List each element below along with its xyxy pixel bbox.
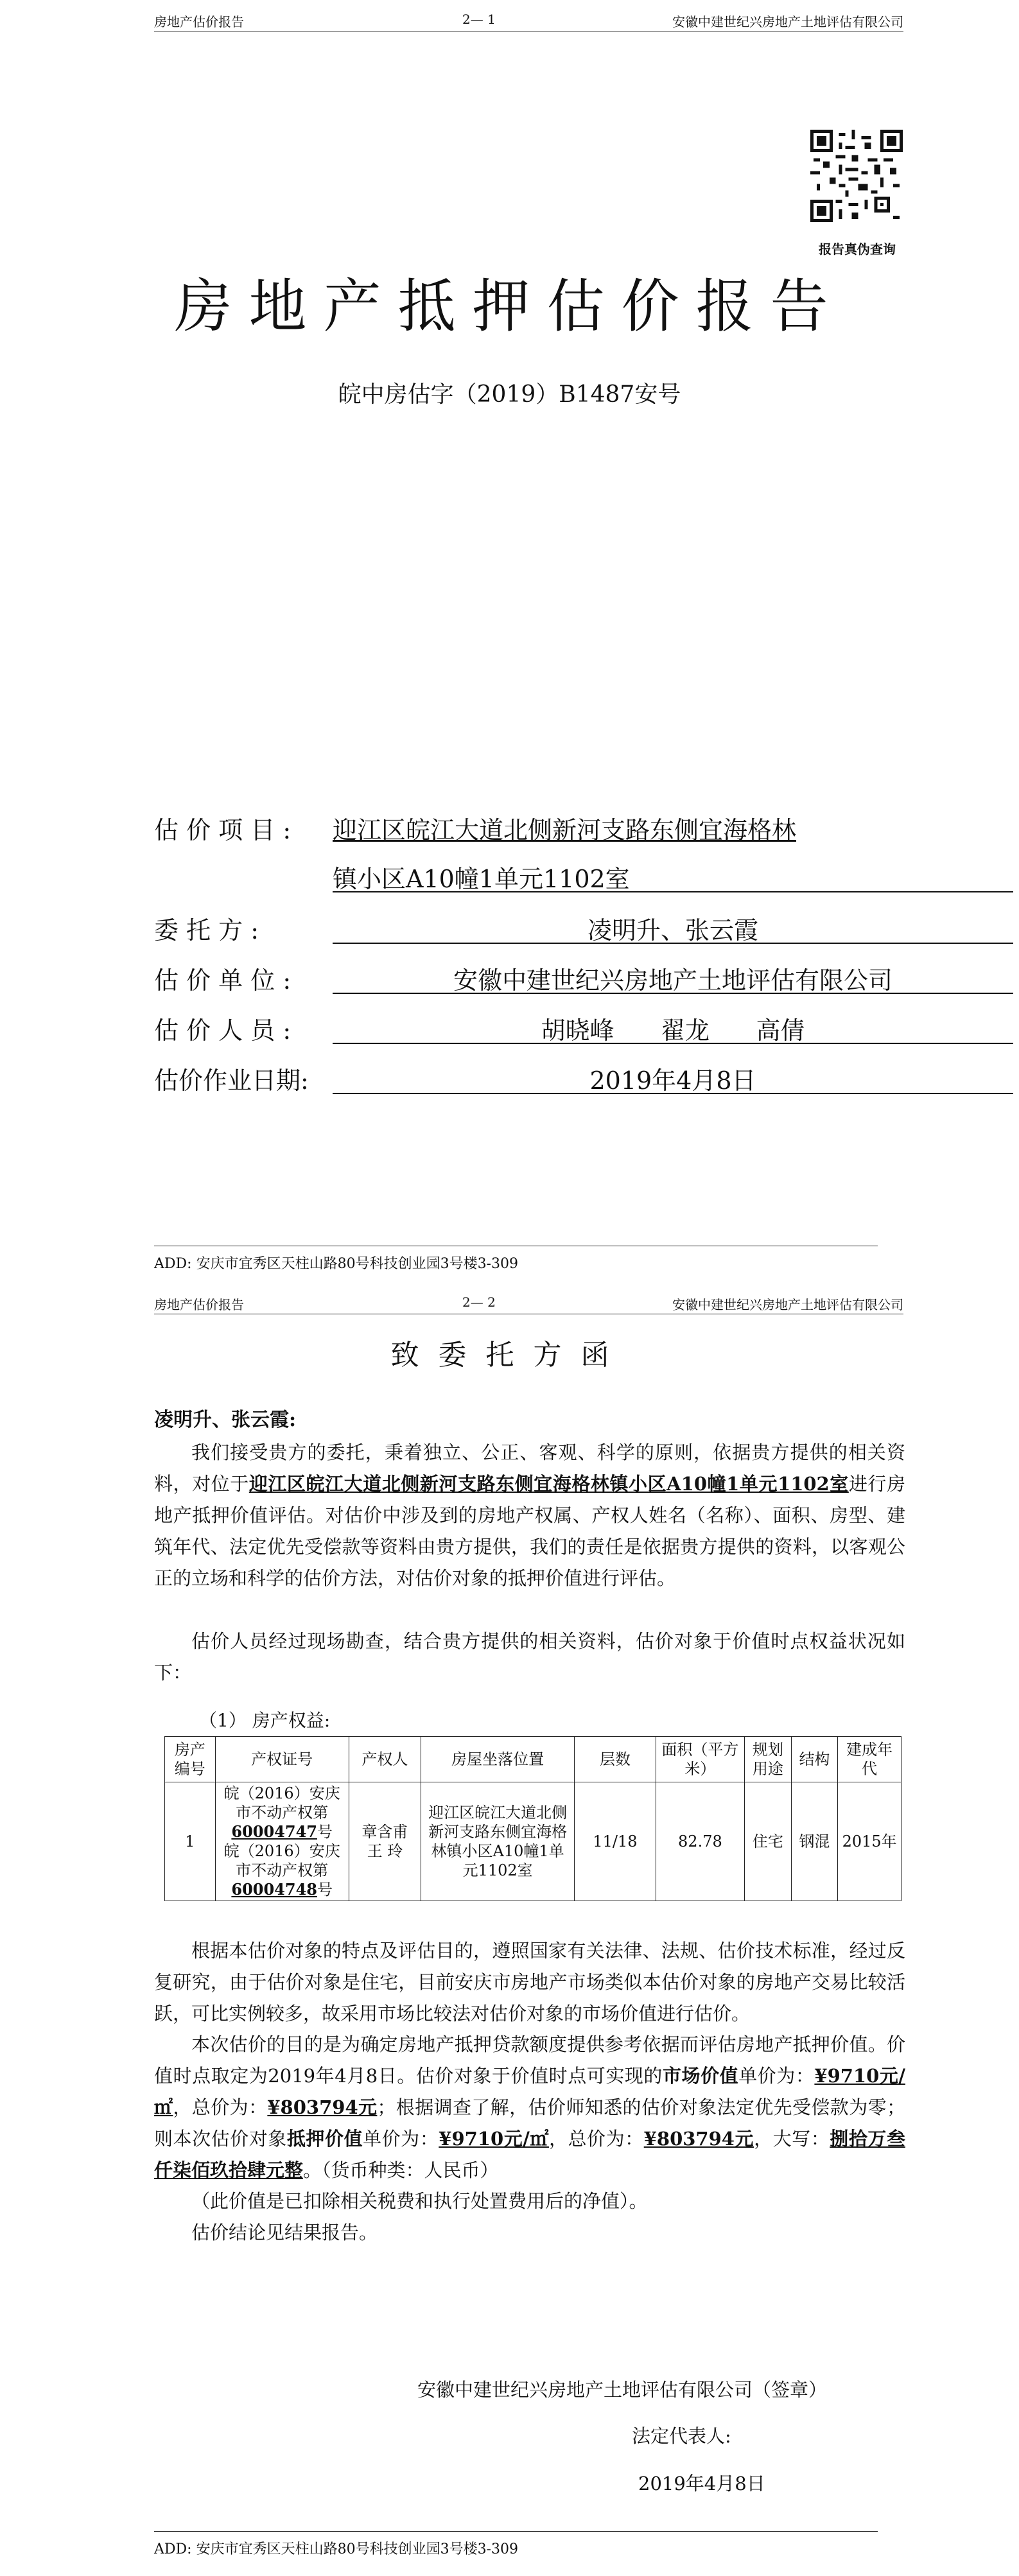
cell-cert (215, 1782, 349, 1901)
col-header: 面积（平方米） (656, 1737, 744, 1782)
cell-use: 住宅 (745, 1782, 792, 1901)
letter-paragraph-3: 根据本估价对象的特点及评估目的，遵照国家有关法律、法规、估价技术标准，经过反复研究，由于估价对象是住宅，目前安庆市房地产市场类似本估价对象的房地产交易比较活跃，可比实例较多，故采用市场比较法对估价对象的市场价值进行估价。 (154, 1940, 905, 2024)
cell-area: 82.78 (656, 1782, 744, 1901)
cell-location: 迎江区皖江大道北侧新河支路东侧宜海格林镇小区A10幢1单元1102室 (421, 1782, 575, 1901)
text-span: 单价为： (738, 2065, 815, 2087)
capitalized-amount: 捌拾万叁仟柒佰玖拾肆元整 (154, 2128, 905, 2181)
letter-paragraph-5: （此价值是已扣除相关税费和执行处置费用后的净值）。 (191, 2190, 648, 2212)
letter-addressee: 凌明升、张云霞: (154, 1409, 297, 1431)
cell-no: 1 (165, 1782, 216, 1901)
letter-page (0, 1291, 1019, 2576)
text-span: 本次估价的目的是为确定房地产抵押贷款额度提供参考依据而评估房地产抵押价值。价值时点取定为2019年4月8日。估价对象于价值时点可实现的 (154, 2033, 905, 2087)
page-header (154, 1291, 903, 1314)
mortgage-unit-price: ¥9710元/㎡ (439, 2128, 549, 2150)
property-rights-table (164, 1736, 901, 1901)
market-total-price: ¥803794元 (267, 2096, 378, 2118)
text-span: 抵押价值 (286, 2128, 363, 2150)
field-label: 委 托 方 : (154, 916, 259, 944)
header-report-type: 房地产估价报告 (154, 1297, 244, 1312)
col-header: 房产编号 (165, 1737, 216, 1782)
field-label: 估价作业日期: (154, 1066, 309, 1095)
page-footer-address: ADD: 安庆市宜秀区天柱山路80号科技创业园3号楼3-309 (154, 1246, 878, 1273)
header-page-number: 2— 2 (462, 1294, 496, 1310)
section-property-rights: （1） 房产权益: (199, 1710, 331, 1731)
header-company: 安徽中建世纪兴房地产土地评估有限公司 (672, 14, 903, 30)
text-span: 单价为： (363, 2128, 439, 2150)
cell-floors: 11/18 (575, 1782, 656, 1901)
col-header: 产权人 (349, 1737, 421, 1782)
letter-paragraph-2: 估价人员经过现场勘查，结合贵方提供的相关资料，估价对象于价值时点权益状况如下： (154, 1630, 905, 1684)
field-value: 胡晓峰 翟龙 高倩 (333, 1011, 1013, 1044)
mortgage-total-price: ¥803794元 (643, 2128, 754, 2150)
field-label: 估 价 单 位 : (154, 966, 292, 995)
col-header: 结构 (791, 1737, 838, 1782)
qr-code-icon[interactable] (810, 130, 903, 222)
text-span: 市场价值 (662, 2065, 739, 2087)
text-span: ；根据调查了解，估价师知悉的估价对象法定优先受偿款为零；则本次估价对象 (154, 2096, 905, 2150)
cell-structure: 钢混 (791, 1782, 838, 1901)
field-value-line2: 镇小区A10幢1单元1102室 (333, 859, 1013, 892)
legal-representative: 法定代表人: (632, 2425, 731, 2447)
header-company: 安徽中建世纪兴房地产土地评估有限公司 (672, 1297, 903, 1312)
header-report-type: 房地产估价报告 (154, 14, 244, 30)
col-header: 建成年代 (838, 1737, 901, 1782)
header-page-number: 2— 1 (462, 12, 496, 27)
signer-company: 安徽中建世纪兴房地产土地评估有限公司（签章） (417, 2379, 828, 2401)
col-header: 产权证号 (215, 1737, 349, 1782)
cell-year: 2015年 (838, 1782, 901, 1901)
field-value: 2019年4月8日 (333, 1061, 1013, 1094)
text-span: ，总价为： (173, 2096, 268, 2118)
field-value: 凌明升、张云霞 (333, 910, 1013, 944)
report-title: 房地产抵押估价报告 (174, 273, 845, 340)
field-label: 估 价 项 目 : (154, 816, 292, 844)
letter-paragraph-6: 估价结论见结果报告。 (191, 2222, 378, 2243)
text-span: 。（货币种类：人民币） (303, 2159, 499, 2181)
text-span: 进行房地产抵押价值评估。对估价中涉及到的房地产权属、产权人姓名（名称）、面积、房型、建筑年代、法定优先受偿款等资料由贵方提供，我们的责任是依据贵方提供的资料，以客观公正的立场和科学的估价方法，对估价对象的抵押价值进行评估。 (154, 1473, 905, 1589)
cert-text: 皖（2016）安庆市不动产权第 (223, 1842, 340, 1879)
table-header-row (165, 1737, 901, 1782)
page-footer-address: ADD: 安庆市宜秀区天柱山路80号科技创业园3号楼3-309 (154, 2531, 878, 2558)
page-header (154, 8, 903, 31)
market-unit-price: ¥9710元/㎡ (154, 2065, 905, 2118)
cert-number: 60004747 (231, 1822, 317, 1841)
report-number: 皖中房估字（2019）B1487安号 (338, 381, 681, 408)
text-span: ，总价为： (548, 2128, 644, 2150)
cell-owner: 章含甫 王 玲 (349, 1782, 421, 1901)
col-header: 规划用途 (745, 1737, 792, 1782)
text-span: 我们接受贵方的委托，秉着独立、公正、客观、科学的原则，依据贵方提供的相关资料，对位于 (154, 1441, 905, 1495)
table-row (165, 1782, 901, 1901)
cert-text: 号 (317, 1823, 333, 1841)
property-location: 迎江区皖江大道北侧新河支路东侧宜海格林镇小区A10幢1单元1102室 (248, 1473, 849, 1495)
qr-caption: 报告真伪查询 (819, 241, 896, 257)
cert-number: 60004748 (231, 1880, 317, 1899)
field-value: 迎江区皖江大道北侧新河支路东侧宜海格林 (333, 816, 797, 844)
letter-paragraph-4 (154, 2029, 905, 2186)
text-span: ，大写： (754, 2128, 830, 2150)
letter-paragraph-1 (154, 1437, 905, 1594)
letter-title: 致委托方函 (390, 1339, 629, 1371)
field-value: 安徽中建世纪兴房地产土地评估有限公司 (333, 961, 1013, 994)
col-header: 层数 (575, 1737, 656, 1782)
field-label: 估 价 人 员 : (154, 1016, 292, 1045)
cert-text: 皖（2016）安庆市不动产权第 (223, 1784, 340, 1822)
cert-text: 号 (317, 1881, 333, 1899)
col-header: 房屋坐落位置 (421, 1737, 575, 1782)
letter-date: 2019年4月8日 (638, 2473, 765, 2494)
